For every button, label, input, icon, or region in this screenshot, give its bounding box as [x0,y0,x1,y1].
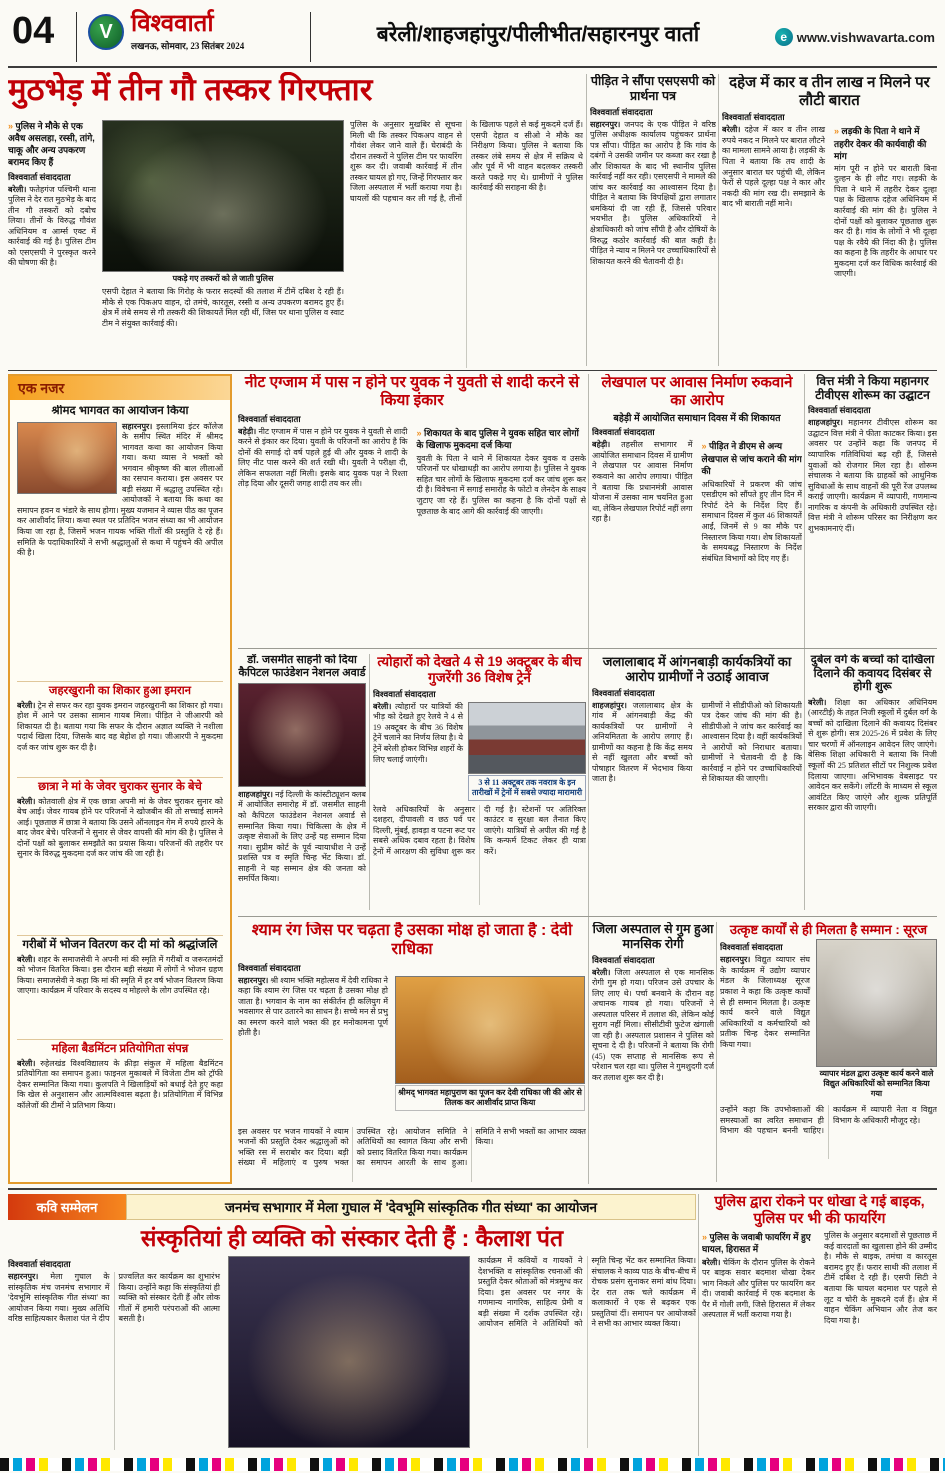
kavi-headline: संस्कृतियां ही व्यक्ति को संस्कार देती हैं : कैलाश पंत [140,1225,564,1251]
kavi-body-right: कार्यक्रम में कवियों व गायकों ने देशभक्ति व सांस्कृतिक रचनाओं की प्रस्तुति देकर श्रोताओं को मंत्रमुग्ध कर दिया। इस अवसर पर नगर के गणमान्य नागरिक, साहित्य प्रेमी व बड़ी संख्या में दर्शक उपस्थित रहे। आयोजन समिति ने अतिथियों को स्मृति चिन्ह भेंट कर सम्मानित किया। संचालक ने काव्य पाठ के बीच-बीच में रोचक प्रसंग सुनाकर समां बांध दिया। देर रात तक चले कार्यक्रम में कलाकारों ने एक से बढ़कर एक प्रस्तुतियां दीं। समापन पर आयोजकों ने सभी का आभार व्यक्त किया। [478,1256,696,1329]
shyam-dateline: सहारनपुर। [238,975,269,985]
bike-headline: पुलिस द्वारा रोकने पर धोखा दे गई बाइक, पुलिस पर भी की फायरिंग [714,1194,925,1228]
website [775,28,935,46]
kicker-strip: जनमंच सभागार में मेला गुघाल में 'देवभूमि सांस्कृतिक गीत संध्या' का आयोजन [126,1194,696,1220]
tvs-body: शाहजहांपुर। महानगर टीवीएस शोरूम का उद्घाटन वित्त मंत्री ने फीता काटकर किया। इस अवसर पर उन्होंने कहा कि जनपद में व्यापारिक गतिविधियां बढ़ रही हैं, जिससे युवाओं को रोजगार मिल रहा है। शोरूम संचालक ने बताया कि ग्राहकों को आधुनिक सुविधाओं के साथ वाहनों की पूरी रेंज उपलब्ध कराई जाएगी। कार्यक्रम में व्यापारी, गणमान्य नागरिक व कंपनी के अधिकारी उपस्थित रहे। वित्त मंत्री ने शोरूम परिसर का निरीक्षण कर शुभकामनाएं दीं। [808,418,937,533]
mental-body: बरेली। जिला अस्पताल से एक मानसिक रोगी गुम हो गया। परिजन उसे उपचार के लिए लाए थे। पर्चा बनवाने के दौरान वह अचानक गायब हो गया। परिजनों ने अस्पताल परिसर में तलाश की, लेकिन कोई सुराग नहीं मिला। सीसीटीवी फुटेज खंगाली जा रही है। अस्पताल प्रशासन ने पुलिस को सूचना दे दी है। परिजनों ने बताया कि रोगी (45) एक सप्ताह से मानसिक रूप से परेशान चल रहा था। पुलिस ने गुमशुदगी दर्ज कर तलाश शुरू कर दी है। [592,967,714,1082]
lekhpal-headline: लेखपाल पर आवास निर्माण रुकवाने का आरोप [601,374,793,409]
article-ssp-letter [590,74,716,366]
mental-dateline: बरेली। [592,967,611,977]
neet-body-2: युवती के पिता ने थाने में शिकायत देकर युवक व उसके परिजनों पर धोखाधड़ी का आरोप लगाया है। पुलिस ने युवक सहित चार लोगों के खिलाफ मुकदमा दर्ज कर जांच शुरू कर दी है। विवेचना में सगाई समारोह के फोटो व लेनदेन के साक्ष्य जुटाए जा रहे हैं। पुलिस का कहना है कि दोनों पक्षों से पूछताछ के बाद आगे की कार्रवाई की जाएगी। [416,453,586,516]
article-anganwadi [592,654,802,910]
encounter-photo-caption: पकड़े गए तस्करों को ले जाती पुलिस [172,274,274,283]
encounter-body-left: बरेली। फतेहगंज पश्चिमी थाना पुलिस ने देर रात मुठभेड़ के बाद तीन गौ तस्करों को दबोच लिया। तीनों के विरुद्ध गौवंश अधिनियम व आर्म्स एक्ट में कार्रवाई की गई है। पुलिस टीम को एसएसपी ने पुरस्कृत करने की घोषणा की है। [8,184,96,268]
ssp-body: सहारनपुर। जनपद के एक पीड़ित ने वरिष्ठ पुलिस अधीक्षक कार्यालय पहुंचकर प्रार्थना पत्र सौंपा। पीड़ित का आरोप है कि गांव के दबंगों ने उसकी जमीन पर कब्जा कर रखा है और शिकायत के बाद भी स्थानीय पुलिस कार्रवाई नहीं कर रही। एसएसपी ने मामले की जांच कर कार्रवाई का आश्वासन दिया है। पीड़ित ने बताया कि विपक्षियों द्वारा लगातार धमकियां दी जा रही हैं, जिससे परिवार भयभीत है। पुलिस अधिकारियों ने क्षेत्राधिकारी को जांच सौंपी है और दोषियों के विरुद्ध कठोर कार्रवाई की बात कही है। पीड़ित ने न्याय न मिलने पर उच्चाधिकारियों से शिकायत करने की चेतावनी दी है। [590,119,716,266]
dowry-headline: दहेज में कार व तीन लाख न मिलने पर लौटी बारात [729,74,930,109]
shyam-photo [395,976,585,1084]
trains-body-2: रेलवे अधिकारियों के अनुसार दशहरा, दीपावली व छठ पर्व पर दिल्ली, मुंबई, हावड़ा व पटना रूट पर सबसे अधिक दबाव रहता है। विशेष ट्रेनों में आरक्षण की सुविधा शुरू कर दी गई है। स्टेशनों पर अतिरिक्त काउंटर व सुरक्षा बल तैनात किए जाएंगे। यात्रियों से अपील की गई है कि कन्फर्म टिकट लेकर ही यात्रा करें। [373,804,586,857]
dowry-lead: » लड़की के पिता ने थाने में तहरीर देकर की कार्यवाही की मांग [834,125,937,161]
award-photo [238,683,366,787]
article-suraj [720,922,937,1182]
kavi-body-left: सहारनपुर। मेला गुघाल के सांस्कृतिक मंच जनमंच सभागार में 'देवभूमि सांस्कृतिक गीत संध्या' का आयोजन किया गया। मुख्य अतिथि वरिष्ठ साहित्यकार कैलाश पंत ने दीप प्रज्वलित कर कार्यक्रम का शुभारंभ किया। उन्होंने कहा कि संस्कृतियां ही व्यक्ति को संस्कार देती हैं और लोक गीतों में हमारी परंपराओं की आत्मा बसती है। [8,1272,220,1324]
ek-nazar-item [17,681,223,777]
ek-nazar-body-1: बरेली। ट्रेन से सफर कर रहा युवक इमरान जहरखुरानी का शिकार हो गया। होश में आने पर उसका सामान गायब मिला। पीड़ित ने जीआरपी को शिकायत दी है। बताया गया कि सफर के दौरान अज्ञात व्यक्ति ने नशीला पदार्थ खिला दिया, जिसके बाद वह बेहोश हो गया। जीआरपी ने मुकदमा दर्ज कर जांच शुरू कर दी है। [17,700,223,752]
ek-nazar-body-0: सहारनपुर। इस्लामिया इंटर कॉलेज के समीप स्थित मंदिर में श्रीमद भागवत कथा का आयोजन किया गया। कथा व्यास ने भक्तों को भगवान श्रीकृष्ण की बाल लीलाओं का रसपान कराया। इस अवसर पर बड़ी संख्या में श्रद्धालु उपस्थित रहे। आयोजकों ने बताया कि कथा का समापन हवन व भंडारे के साथ होगा। मुख्य यजमान ने व्यास पीठ का पूजन कर आशीर्वाद लिया। कथा स्थल पर प्रतिदिन भजन संध्या का भी आयोजन किया जा रहा है, जिसमें भजन गायक भक्ति गीतों की प्रस्तुति दे रहे हैं। समिति के पदाधिकारियों ने सभी श्रद्धालुओं से कथा में पहुंचने की अपील की है। [17,421,223,558]
kavi-stage-photo [228,1256,470,1448]
encounter-photo [102,120,344,272]
tvs-byline: विश्ववार्ता संवाददाता [808,405,871,416]
ek-nazar-body-3: बरेली। शहर के समाजसेवी ने अपनी मां की स्मृति में गरीबों व जरूरतमंदों को भोजन वितरित किया। इस दौरान बड़ी संख्या में लोगों ने भोजन ग्रहण किया। समाजसेवी ने कहा कि मां की स्मृति में हर वर्ष भोजन वितरण किया जाएगा। कार्यक्रम में परिवार के सदस्य व मोहल्ले के लोग उपस्थित रहे। [17,954,223,996]
suraj-photo-caption: व्यापार मंडल द्वारा उत्कृष्ट कार्य करने वाले विद्युत अधिकारियों को सम्मानित किया गया [819,1069,934,1099]
tvs-headline: वित्त मंत्री ने किया महानगर टीवीएस शोरूम का उद्घाटन [815,374,930,403]
award-dateline: शाहजहांपुर। [238,789,273,799]
ek-nazar-box [8,374,232,1184]
article-tvs [808,374,937,642]
lekhpal-body-1: बहेड़ी। तहसील सभागार में आयोजित समाधान दिवस में ग्रामीण ने लेखपाल पर आवास निर्माण रुकवाने का आरोप लगाया। पीड़ित ने बताया कि प्रधानमंत्री आवास योजना में उसका नाम चयनित हुआ था, लेकिन लेखपाल रिपोर्ट नहीं लगा रहा है। [592,440,693,524]
tvs-dateline: शाहजहांपुर। [808,418,843,428]
trains-byline: विश्ववार्ता संवाददाता [373,688,436,699]
paper-name: विश्ववार्ता [131,10,214,37]
anganwadi-body-1: शाहजहांपुर। जलालाबाद क्षेत्र के गांव में आंगनबाड़ी केंद्र की कार्यकत्रियों पर ग्रामीणों ने अनियमितता के आरोप लगाए हैं। ग्रामीणों का कहना है कि केंद्र समय से नहीं खुलता और बच्चों को पोषाहार वितरण में भेदभाव किया जाता है। [592,700,693,784]
section-title [320,20,756,48]
shyam-headline: श्याम रंग जिस पर चढ़ता है उसका मोक्ष हो जाता है : देवी राधिका [251,922,573,958]
page-number: 04 [12,10,55,52]
ek-nazar-item [17,1039,223,1167]
lekhpal-body-2: अधिकारियों ने प्रकरण की जांच एसडीएम को सौंपते हुए तीन दिन में रिपोर्ट देने के निर्देश दिए हैं। समाधान दिवस में कुल 46 शिकायतें आईं, जिनमें से 9 का मौके पर निस्तारण किया गया। शेष शिकायतों के समयबद्ध निस्तारण के निर्देश संबंधित विभागों को दिए गए हैं। [701,479,802,563]
ssp-byline: विश्ववार्ता संवाददाता [590,106,653,117]
neet-byline: विश्ववार्ता संवाददाता [238,413,301,424]
dowry-dateline: बरेली। [722,125,741,135]
encounter-byline: विश्ववार्ता संवाददाता [8,171,71,182]
dowry-body-2: मांग पूरी न होने पर बाराती बिना दुल्हन के ही लौट गए। लड़की के पिता ने थाने में तहरीर देकर दूल्हा पक्ष के खिलाफ दहेज अधिनियम में कार्रवाई की मांग की है। पुलिस ने दोनों पक्षों को बुलाकर पूछताछ शुरू कर दी है। गांव के लोगों ने भी दूल्हा पक्ष के रवैये की निंदा की है। पुलिस का कहना है कि तहरीर के आधार पर मुकदमा दर्ज कर विधिक कार्रवाई की जाएगी। [834,163,937,279]
suraj-headline: उत्कृष्ट कार्यों से ही मिलता है सम्मान : सूरज [729,922,928,937]
edition-dateline: लखनऊ, सोमवार, 23 सितंबर 2024 [131,41,245,51]
ek-nazar-body-2: बरेली। कोतवाली क्षेत्र में एक छात्रा अपनी मां के जेवर चुराकर सुनार को बेच आई। जेवर गायब होने पर परिजनों ने खोजबीन की तो सच्चाई सामने आई। पूछताछ में छात्रा ने बताया कि उसने ऑनलाइन गेम में रुपये हारने के बाद जेवर बेचे। परिजनों ने सुनार से जेवर वापसी की मांग की है। पुलिस ने दोनों पक्षों को बुलाकर समझौते का प्रयास किया। परिजनों की तहरीर पर सुनार के विरुद्ध मुकदमा दर्ज कर जांच की जा रही है। [17,796,223,859]
kicker-label: कवि सम्मेलन [8,1194,126,1220]
lekhpal-inset: » पीड़ित ने डीएम से अन्य लेखपाल से जांच कराने की मांग की [702,440,803,476]
website-url: www.vishwavarta.com [796,29,935,45]
encounter-headline: मुठभेड़ में तीन गौ तस्कर गिरफ्तार [8,72,373,107]
ek-nazar-item [17,405,223,681]
mental-byline: विश्ववार्ता संवाददाता [592,954,655,965]
suraj-dateline: सहारनपुर। [720,955,751,965]
article-admission [808,654,937,910]
suraj-byline: विश्ववार्ता संवाददाता [720,942,783,953]
ek-nazar-item [17,777,223,935]
admission-dateline: बरेली। [808,697,827,707]
ssp-dateline: सहारनपुर। [590,119,621,129]
shyam-body-2: इस अवसर पर भजन गायकों ने श्याम भजनों की प्रस्तुति देकर श्रद्धालुओं को भक्ति रस में सराबोर कर दिया। बड़ी संख्या में महिलाएं व पुरुष भक्त उपस्थित रहे। आयोजन समिति ने अतिथियों का स्वागत किया और सभी को प्रसाद वितरित किया गया। कार्यक्रम का समापन आरती के साथ हुआ। समिति ने सभी भक्तों का आभार व्यक्त किया। [238,1126,586,1168]
neet-dateline: बहेड़ी। [238,426,257,436]
ek-nazar-headline-4: महिला बैडमिंटन प्रतियोगिता संपन्न [51,1043,189,1055]
train-photo-caption: 3 से 11 अक्टूबर तक नवरात्र के इन तारीखों में ट्रेनों में सबसे ज्यादा मारामारी [468,775,586,801]
article-neet [238,374,586,642]
ek-nazar-headline-2: छात्रा ने मां के जेवर चुराकर सुनार के बेचे [38,781,202,793]
paper-logo [88,12,244,52]
dowry-body-1: बरेली। दहेज में कार व तीन लाख रुपये नकद न मिलने पर बारात लौटने का मामला सामने आया है। लड़की के पिता ने बताया कि तय शादी के अनुसार बारात घर पहुंची थी, लेकिन फेरों से पहले दूल्हा पक्ष ने कार और नकदी की मांग रख दी। समझाने के बाद भी बाराती नहीं माने। [722,125,826,209]
shyam-photo-caption: श्रीमद् भागवत महापुराण का पूजन कर देवी राधिका जी की ओर से तिलक कर आशीर्वाद प्राप्त किया [395,1085,585,1111]
shyam-body-1: सहारनपुर। श्री श्याम भक्ति महोत्सव में देवी राधिका ने कहा कि श्याम रंग जिस पर चढ़ता है उसका मोक्ष हो जाता है। भगवान के नाम का संकीर्तन ही कलियुग में भवसागर से पार उतारने का साधन है। सच्चे मन से प्रभु का स्मरण करने वाले भक्त की हर मनोकामना पूर्ण होती है। [238,975,388,1038]
ek-nazar-item [17,935,223,1039]
anganwadi-body-2: ग्रामीणों ने सीडीपीओ को शिकायती पत्र देकर जांच की मांग की है। सीडीपीओ ने जांच कर कार्रवाई का आश्वासन दिया है। वहीं कार्यकत्रियों ने आरोपों को निराधार बताया। ग्रामीणों ने चेतावनी दी है कि कार्रवाई न होने पर उच्चाधिकारियों से शिकायत की जाएगी। [701,700,802,784]
mental-headline: जिला अस्पताल से गुम हुआ मानसिक रोगी [592,922,714,951]
trains-headline: त्योहारों को देखते 4 से 19 अक्टूबर के बीच गुजरेंगी 36 विशेष ट्रेनें [377,654,582,685]
anganwadi-dateline: शाहजहांपुर। [592,700,627,710]
admission-body: बरेली। शिक्षा का अधिकार अधिनियम (आरटीई) के तहत निजी स्कूलों में दुर्बल वर्ग के बच्चों को दाखिला दिलाने की कवायद दिसंबर से शुरू होगी। सत्र 2025-26 में प्रवेश के लिए चार चरणों में ऑनलाइन आवेदन लिए जाएंगे। बेसिक शिक्षा अधिकारी ने बताया कि निजी स्कूलों की 25 प्रतिशत सीटों पर निशुल्क प्रवेश दिलाया जाएगा। अभिभावक वेबसाइट पर आवेदन कर सकेंगे। लॉटरी के माध्यम से स्कूल आवंटित किए जाएंगे और शुल्क प्रतिपूर्ति सरकार द्वारा की जाएगी। [808,697,937,813]
ssp-headline: पीड़ित ने सौंपा एसएसपी को प्रार्थना पत्र [590,74,716,103]
suraj-body-2: उन्होंने कहा कि उपभोक्ताओं की समस्याओं का त्वरित समाधान ही विभाग की पहचान बननी चाहिए। कार्यक्रम में व्यापारी नेता व विद्युत विभाग के अधिकारी मौजूद रहे। [720,1105,937,1136]
award-body: शाहजहांपुर। नई दिल्ली के कांस्टीट्यूशन क्लब में आयोजित समारोह में डॉ. जसमीत साहनी को कैपिटल फाउंडेशन नेशनल अवार्ड से सम्मानित किया गया। चिकित्सा के क्षेत्र में उत्कृष्ट सेवाओं के लिए उन्हें यह सम्मान दिया गया। सुप्रीम कोर्ट के पूर्व न्यायाधीश ने उन्हें प्रशस्ति पत्र व स्मृति चिन्ह भेंट किया। डॉ. साहनी ने यह सम्मान क्षेत्र की जनता को समर्पित किया। [238,789,366,884]
bike-body-1: बरेली। चेकिंग के दौरान पुलिस के रोकने पर बाइक सवार बदमाश धोखा देकर भाग निकले और पुलिस पर फायरिंग कर दी। जवाबी कार्रवाई में एक बदमाश के पैर में गोली लगी, जिसे हिरासत में लेकर अस्पताल में भर्ती कराया गया है। [702,1257,815,1320]
anganwadi-headline: जलालाबाद में आंगनबाड़ी कार्यकत्रियों का आरोप ग्रामीणों ने उठाई आवाज [602,654,792,685]
neet-headline: नीट एग्जाम में पास न होने पर युवक ने युवती से शादी करने से किया इंकार [244,374,580,410]
admission-headline: दुर्बल वर्ग के बच्चों को दाखिला दिलाने की कवायद दिसंबर से होगी शुरू [810,654,935,694]
website-globe-icon: e [775,28,793,46]
logo-globe-icon: V [88,14,124,50]
article-bike-firing [702,1194,937,1456]
lekhpal-byline: विश्ववार्ता संवाददाता [592,427,655,438]
neet-inset: » शिकायत के बाद पुलिस ने युवक सहित चार लोगों के खिलाफ मुकदमा दर्ज किया [417,427,587,451]
trains-body-1: बरेली। त्योहारों पर यात्रियों की भीड़ को देखते हुए रेलवे ने 4 से 19 अक्टूबर के बीच 36 विशेष ट्रेनें चलाने का निर्णय लिया है। ये ट्रेनें बरेली होकर विभिन्न शहरों के लिए चलाई जाएंगी। [373,701,464,764]
encounter-body-right: पुलिस के अनुसार मुखबिर से सूचना मिली थी कि तस्कर पिकअप वाहन से गौवंश लेकर जाने वाले हैं। घेराबंदी के दौरान तस्करों ने पुलिस टीम पर फायरिंग शुरू कर दी। जवाबी कार्रवाई में तीन तस्कर घायल हो गए, जिन्हें गिरफ्तार कर जिला अस्पताल में भर्ती कराया गया है। घायलों की पहचान कर ली गई है, तीनों के खिलाफ पहले से कई मुकदमे दर्ज हैं। एसपी देहात व सीओ ने मौके का निरीक्षण किया। पुलिस ने बताया कि तस्कर लंबे समय से क्षेत्र में सक्रिय थे और पूर्व में भी वाहन बदलकर तस्करी करते पकड़े गए थे। ग्रामीणों ने पुलिस कार्रवाई की सराहना की है। [350,120,583,203]
section-title-text: बरेली/शाहजहांपुर/पीलीभीत/सहारनपुर वार्ता [373,23,703,48]
award-headline: डॉ. जसमीत साहनी को दिया कैपिटल फाउंडेशन नेशनल अवार्ड [238,654,366,679]
trains-dateline: बरेली। [373,701,392,711]
dowry-byline: विश्ववार्ता संवाददाता [722,112,785,123]
ek-nazar-header [10,376,230,400]
bike-dateline: बरेली। [702,1257,721,1267]
bike-lead: » पुलिस के जवाबी फायरिंग में हुए घायल, हिरासत में [702,1231,815,1255]
neet-body-1: बहेड़ी। नीट एग्जाम में पास न होने पर युवक ने युवती से शादी करने से इंकार कर दिया। युवती के परिजनों का आरोप है कि दोनों की सगाई दो वर्ष पहले हुई थी और युवक ने शादी के लिए नीट पास करने की शर्त रखी थी। युवती ने परीक्षा दी, लेकिन सफलता नहीं मिली। इसके बाद युवक पक्ष ने रिश्ता तोड़ दिया और दूसरी जगह शादी तय कर ली। [238,426,408,489]
encounter-lead: » पुलिस ने मौके से एक अवैध असलहा, रस्सी, तांगे, चाकू और अन्य उपकरण बरामद किए हैं [8,120,96,169]
shyam-byline: विश्ववार्ता संवाददाता [238,962,301,973]
encounter-body-below: एसपी देहात ने बताया कि गिरोह के फरार सदस्यों की तलाश में टीमें दबिश दे रही हैं। मौके से एक पिकअप वाहन, दो तमंचे, कारतूस, रस्सी व अन्य उपकरण बरामद हुए हैं। क्षेत्र में लंबे समय से गौ तस्करी की शिकायतें मिल रही थीं, जिस पर थाना पुलिस व स्वाट टीम ने संयुक्त कार्रवाई की। [102,287,344,328]
article-mental-patient [592,922,714,1182]
suraj-photo [816,939,937,1067]
print-color-bar [0,1458,945,1471]
article-trains [373,654,586,910]
encounter-dateline: बरेली। [8,184,27,194]
ek-nazar-headline-0: श्रीमद भागवत का आयोजन किया [51,405,189,417]
article-award [238,654,366,910]
article-lekhpal [592,374,802,642]
article-shyam [238,922,586,1182]
train-photo [468,702,586,774]
bhagwat-photo [17,422,117,494]
kavi-byline: विश्ववार्ता संवाददाता [8,1259,71,1270]
article-kavi-sammelan [8,1194,696,1456]
ek-nazar-headline-1: जहरखुरानी का शिकार हुआ इमरान [48,685,192,697]
lekhpal-dateline: बहेड़ी। [592,440,611,450]
article-dowry [722,74,937,366]
suraj-body-1: सहारनपुर। विद्युत व्यापार संघ के कार्यक्रम में उद्योग व्यापार मंडल के जिलाध्यक्ष सूरज प्रकाश ने कहा कि उत्कृष्ट कार्यों से ही सम्मान मिलता है। उत्कृष्ट कार्य करने वाले विद्युत अधिकारियों व कर्मचारियों को प्रतीक चिन्ह देकर सम्मानित किया गया। [720,955,810,1049]
ek-nazar-body-4: बरेली। रुहेलखंड विश्वविद्यालय के क्रीड़ा संकुल में महिला बैडमिंटन प्रतियोगिता का समापन हुआ। फाइनल मुकाबले में विजेता टीम को ट्रॉफी देकर सम्मानित किया गया। कुलपति ने खिलाड़ियों को बधाई देते हुए कहा कि खेल से अनुशासन और आत्मविश्वास बढ़ता है। प्रतियोगिता में विभिन्न कॉलेजों की टीमों ने प्रतिभाग किया। [17,1058,223,1110]
masthead-rule [8,66,937,68]
masthead [8,8,937,66]
bike-body-2: पुलिस के अनुसार बदमाशों से पूछताछ में कई वारदातों का खुलासा होने की उम्मीद है। मौके से बाइक, तमंचा व कारतूस बरामद हुए हैं। फरार साथी की तलाश में टीमें दबिश दे रही हैं। एसपी सिटी ने बताया कि घायल बदमाश पर पहले से लूट व चोरी के मुकदमे दर्ज हैं। क्षेत्र में वाहन चेकिंग अभियान और तेज कर दिया गया है। [824,1231,937,1325]
anganwadi-byline: विश्ववार्ता संवाददाता [592,687,655,698]
kavi-dateline: सहारनपुर। [8,1272,39,1282]
ek-nazar-title: एक नजर [18,379,65,396]
lekhpal-subhead: बहेड़ी में आयोजित समाधान दिवस में की शिकायत [613,413,781,425]
article-encounter [8,72,583,368]
ek-nazar-headline-3: गरीबों में भोजन वितरण कर दी मां को श्रद्धांजलि [22,939,218,951]
